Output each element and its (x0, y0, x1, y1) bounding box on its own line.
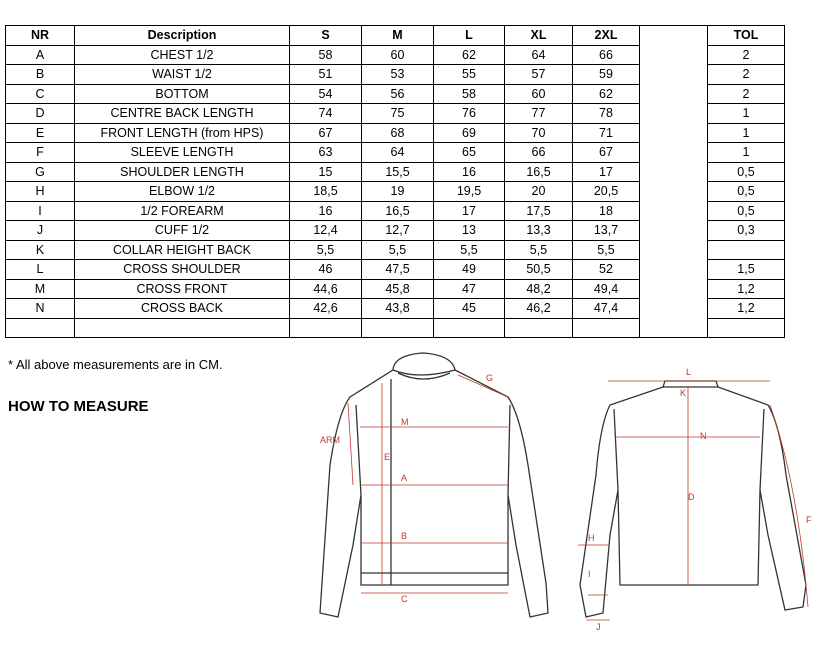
table-row (6, 318, 785, 338)
cell-xl: 46,2 (505, 299, 573, 319)
cell-nr: G (6, 162, 75, 182)
cell-xxl: 71 (573, 123, 640, 143)
how-to-measure-heading: HOW TO MEASURE (8, 398, 149, 415)
diagram-label-d: D (688, 492, 695, 502)
cell-blank (640, 45, 708, 65)
cell-description (75, 318, 290, 338)
cell-l: 47 (434, 279, 505, 299)
cell-blank (640, 104, 708, 124)
cell-tol: 1 (708, 104, 785, 124)
cell-l: 16 (434, 162, 505, 182)
cell-l: 49 (434, 260, 505, 280)
cell-m: 68 (362, 123, 434, 143)
cell-tol: 1 (708, 123, 785, 143)
table-row (6, 240, 785, 260)
table-row (6, 201, 785, 221)
cell-xl: 66 (505, 143, 573, 163)
cell-s: 42,6 (290, 299, 362, 319)
cell-s (290, 318, 362, 338)
cell-blank (640, 123, 708, 143)
cell-s: 44,6 (290, 279, 362, 299)
cell-l: 62 (434, 45, 505, 65)
cell-s: 18,5 (290, 182, 362, 202)
cell-blank (640, 65, 708, 85)
cell-s: 67 (290, 123, 362, 143)
cell-description: 1/2 FOREARM (75, 201, 290, 221)
cell-blank (640, 143, 708, 163)
table-row (6, 162, 785, 182)
cell-m: 64 (362, 143, 434, 163)
cell-s: 46 (290, 260, 362, 280)
header-cell-blank (640, 26, 708, 46)
cell-xl: 48,2 (505, 279, 573, 299)
cell-tol: 0,5 (708, 182, 785, 202)
front-measure-lines (348, 375, 508, 593)
diagram-label-b: B (401, 531, 408, 541)
cell-nr: C (6, 84, 75, 104)
header-cell-xxl: 2XL (573, 26, 640, 46)
cell-l (434, 318, 505, 338)
cell-tol: 0,3 (708, 221, 785, 241)
cell-l: 65 (434, 143, 505, 163)
cell-tol: 2 (708, 65, 785, 85)
cell-m: 56 (362, 84, 434, 104)
cell-xxl: 18 (573, 201, 640, 221)
cell-xl: 64 (505, 45, 573, 65)
cell-xl (505, 318, 573, 338)
cell-l: 58 (434, 84, 505, 104)
cell-tol: 2 (708, 45, 785, 65)
diagram-label-k: K (680, 388, 687, 398)
cell-m: 45,8 (362, 279, 434, 299)
cell-xxl: 20,5 (573, 182, 640, 202)
cell-s: 63 (290, 143, 362, 163)
cell-description: CROSS FRONT (75, 279, 290, 299)
cell-l: 69 (434, 123, 505, 143)
cell-description: CHEST 1/2 (75, 45, 290, 65)
cell-s: 74 (290, 104, 362, 124)
cell-xxl: 13,7 (573, 221, 640, 241)
table-header-row (6, 26, 785, 46)
cell-s: 5,5 (290, 240, 362, 260)
cell-xl: 60 (505, 84, 573, 104)
diagram-label-f: F (806, 515, 812, 525)
cell-xxl: 78 (573, 104, 640, 124)
cell-s: 51 (290, 65, 362, 85)
cell-s: 58 (290, 45, 362, 65)
cell-tol: 2 (708, 84, 785, 104)
table-row (6, 182, 785, 202)
cell-xxl: 62 (573, 84, 640, 104)
cell-xxl (573, 318, 640, 338)
cell-nr: B (6, 65, 75, 85)
cell-l: 55 (434, 65, 505, 85)
cell-m: 15,5 (362, 162, 434, 182)
cell-blank (640, 221, 708, 241)
diagram-label-g: G (486, 373, 494, 383)
cell-xxl: 49,4 (573, 279, 640, 299)
cell-m: 53 (362, 65, 434, 85)
diagram-label-arm: ARM (320, 435, 340, 445)
cell-xxl: 5,5 (573, 240, 640, 260)
cell-xxl: 17 (573, 162, 640, 182)
table-row (6, 260, 785, 280)
cell-l: 17 (434, 201, 505, 221)
cell-nr: D (6, 104, 75, 124)
cell-tol: 1 (708, 143, 785, 163)
header-cell-m: M (362, 26, 434, 46)
table-row (6, 299, 785, 319)
cell-blank (640, 162, 708, 182)
table-row (6, 143, 785, 163)
cell-nr: N (6, 299, 75, 319)
cell-tol: 1,5 (708, 260, 785, 280)
cell-m: 43,8 (362, 299, 434, 319)
cell-nr: M (6, 279, 75, 299)
diagram-label-a: A (401, 473, 408, 483)
table-row (6, 279, 785, 299)
diagram-label-j: J (596, 622, 601, 632)
diagram-label-n: N (700, 431, 707, 441)
diagram-label-i: I (588, 569, 591, 579)
measurement-diagram (298, 345, 818, 640)
cell-blank (640, 260, 708, 280)
cell-xl: 5,5 (505, 240, 573, 260)
diagram-label-m: M (401, 417, 409, 427)
cell-blank (640, 299, 708, 319)
cell-s: 12,4 (290, 221, 362, 241)
cell-m: 47,5 (362, 260, 434, 280)
cell-description: FRONT LENGTH (from HPS) (75, 123, 290, 143)
cell-s: 16 (290, 201, 362, 221)
table-row (6, 65, 785, 85)
cell-l: 5,5 (434, 240, 505, 260)
cell-m: 75 (362, 104, 434, 124)
cell-tol (708, 240, 785, 260)
header-cell-l: L (434, 26, 505, 46)
size-chart-table (5, 25, 785, 338)
diagram-label-c: C (401, 594, 408, 604)
cell-xl: 13,3 (505, 221, 573, 241)
cell-xxl: 67 (573, 143, 640, 163)
table-row (6, 104, 785, 124)
cell-nr (6, 318, 75, 338)
header-cell-description: Description (75, 26, 290, 46)
cell-xl: 20 (505, 182, 573, 202)
cell-description: COLLAR HEIGHT BACK (75, 240, 290, 260)
cell-nr: F (6, 143, 75, 163)
cell-blank (640, 201, 708, 221)
cell-description: CROSS BACK (75, 299, 290, 319)
cell-l: 19,5 (434, 182, 505, 202)
cell-m (362, 318, 434, 338)
cell-nr: H (6, 182, 75, 202)
cell-description: CROSS SHOULDER (75, 260, 290, 280)
cell-nr: A (6, 45, 75, 65)
cell-xl: 50,5 (505, 260, 573, 280)
cell-m: 16,5 (362, 201, 434, 221)
table-row (6, 45, 785, 65)
header-cell-tol: TOL (708, 26, 785, 46)
header-cell-nr: NR (6, 26, 75, 46)
cell-tol (708, 318, 785, 338)
cell-xl: 57 (505, 65, 573, 85)
cell-m: 12,7 (362, 221, 434, 241)
diagram-label-h: H (588, 533, 595, 543)
cell-blank (640, 279, 708, 299)
cell-tol: 1,2 (708, 299, 785, 319)
cell-s: 54 (290, 84, 362, 104)
cell-tol: 1,2 (708, 279, 785, 299)
diagram-label-e: E (384, 452, 391, 462)
cell-blank (640, 182, 708, 202)
cell-l: 76 (434, 104, 505, 124)
table-row (6, 221, 785, 241)
cell-description: SLEEVE LENGTH (75, 143, 290, 163)
cell-nr: I (6, 201, 75, 221)
cell-xxl: 66 (573, 45, 640, 65)
cell-s: 15 (290, 162, 362, 182)
cell-description: WAIST 1/2 (75, 65, 290, 85)
cell-description: ELBOW 1/2 (75, 182, 290, 202)
cell-description: CUFF 1/2 (75, 221, 290, 241)
cell-nr: L (6, 260, 75, 280)
measurement-note: * All above measurements are in CM. (8, 357, 223, 372)
cell-tol: 0,5 (708, 201, 785, 221)
diagram-label-l: L (686, 367, 692, 377)
cell-l: 45 (434, 299, 505, 319)
cell-xl: 70 (505, 123, 573, 143)
cell-xl: 17,5 (505, 201, 573, 221)
header-cell-xl: XL (505, 26, 573, 46)
cell-xxl: 47,4 (573, 299, 640, 319)
cell-m: 5,5 (362, 240, 434, 260)
cell-blank (640, 240, 708, 260)
cell-l: 13 (434, 221, 505, 241)
cell-m: 60 (362, 45, 434, 65)
cell-nr: J (6, 221, 75, 241)
cell-nr: E (6, 123, 75, 143)
cell-xl: 77 (505, 104, 573, 124)
cell-description: SHOULDER LENGTH (75, 162, 290, 182)
cell-description: CENTRE BACK LENGTH (75, 104, 290, 124)
cell-m: 19 (362, 182, 434, 202)
cell-nr: K (6, 240, 75, 260)
cell-blank (640, 318, 708, 338)
cell-description: BOTTOM (75, 84, 290, 104)
cell-xxl: 59 (573, 65, 640, 85)
cell-xl: 16,5 (505, 162, 573, 182)
cell-blank (640, 84, 708, 104)
cell-xxl: 52 (573, 260, 640, 280)
table-row (6, 84, 785, 104)
header-cell-s: S (290, 26, 362, 46)
cell-tol: 0,5 (708, 162, 785, 182)
table-row (6, 123, 785, 143)
